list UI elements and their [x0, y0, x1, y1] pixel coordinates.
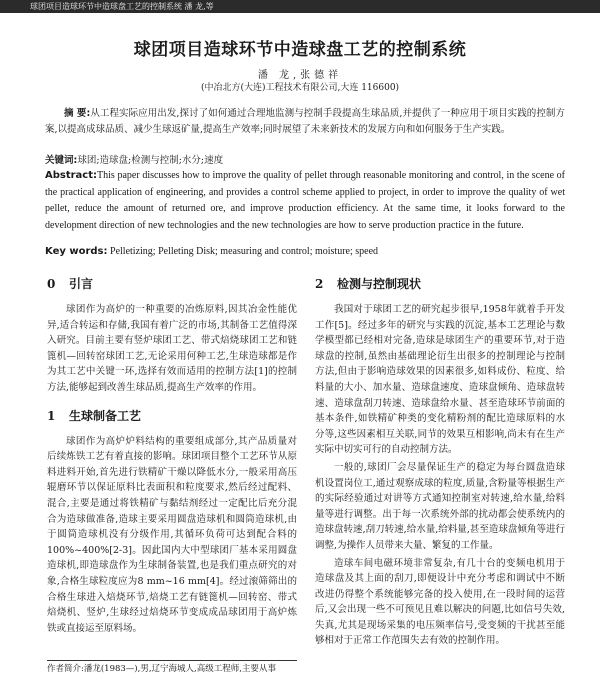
running-header: [0, 0, 600, 13]
section-title: 引言: [69, 277, 94, 291]
section-process-paragraph: 球团作为高炉炉料结构的重要组成部分,其产品质量对后续炼铁工艺有着直接的影响。球团项目整个工艺环节从原料进料开始,首先进行铁精矿干燥以降低水分,一般采用高压辊磨环节以保证原料比表面积和粒度要求,然后经过配料、混合,主要是通过将铁精矿与黏结剂经过一定配比后充分混合为造球做准备,造球主要采用圆盘造球机和圆筒造球机,由于圆筒造球机没有分级作用,其循环负荷可达到配合料的100%~400%[2-3]。因此国内大中型球团厂基本采用圆盘造球机,即造球盘作为生球制备装置,也是我们重点研究的对象,合格生球粒度应为8 mm~16 mm[4]。经过滚筛筛出的合格生球进入焙烧环节,焙烧工艺有链篦机—回转窑、带式焙烧机、竖炉,生球经过焙烧环节变成成品球团用于高炉炼铁或直接运至原料场。: [47, 435, 297, 634]
author-footnote: 作者简介:潘龙(1983—),男,辽宁海城人,高级工程师,主要从事: [47, 660, 297, 675]
section-control-paragraph-2: 一般的,球团厂会尽量保证生产的稳定为每台圆盘造球机设置岗位工,通过观察成球的粒度,质量,含粉量等根据生产的实际经验通过对讲等方式通知控制室对转速,给水量,给料量等进行调整。出于每一次系统外部的扰动都会使系统内的造球盘转速,刮刀转速,给水量,给料量,甚至造球盘倾角等进行调整,为操作人员带来大量、繁复的工作量。: [315, 461, 565, 551]
keywords-en-text: Pelletizing; Pelleting Disk; measuring and control; moisture; speed: [110, 246, 379, 257]
abstract-en-text: This paper discusses how to improve the quality of pellet through reasonable monitoring and control, in the scene of the practical application of engineering, and provides a control scheme applied to project, in order to improve the quality of wet pellet, reduce the amount of returned ore, and improve production efficiency. At the same time, it looks forward to the development direction of new technologies and the new technologies are how to serve production practice in the future.: [45, 170, 565, 231]
section-number: 1: [47, 408, 56, 423]
section-control-paragraph-3: 造球车间电磁环境非常复杂,有几十台的变频电机用于造球盘及其上面的刮刀,即便设计中充分考虑和调试中不断改进仍得整个系统能够完备的投入使用,在一段时间的运营后,又会出现一些不可预见且难以解决的问题,比如信号失效,失真,尤其是现场采集的电压频率信号,受变频的干扰甚至能够相对于正常工作范围失去有效的控制作用。: [315, 557, 565, 647]
section-control-paragraph-1: 我国对于球团工艺的研究起步很早,1958年就着手开发工作[5]。经过多年的研究与实践的沉淀,基本工艺理论与数学模型都已经相对完备,造球是球团生产的重要环节,对于造球盘的控制,虽然由基础理论衍生出很多的控制理论与控制方法,但由于影响造球效果的因素很多,如料成份、粒度、给料量的大小、加水量、造球盘速度、造球盘倾角、造球盘转速、造球盘刮刀转速、造球盘给水量、甚至造球环节前面的基本条件,如铁精矿种类的变化精粉剂的配比造球原料的水分等,这些因素相互关联,同节的效果互相影响,尚未有在生产实际中切实可行的自动控制方法。: [315, 304, 565, 456]
section-title: 生球制备工艺: [69, 408, 142, 423]
running-title: 球团项目造球环节中造球盘工艺的控制系统 潘 龙,等: [30, 2, 214, 11]
left-column: [47, 276, 297, 638]
section-process-heading: [47, 408, 297, 424]
paper-title: 球团项目造球环节中造球盘工艺的控制系统: [133, 40, 467, 60]
section-number: 0: [47, 277, 56, 291]
keywords-cn-label: 关键词:: [45, 155, 78, 166]
authors: 潘 龙,张德祥: [257, 70, 343, 81]
right-column: [315, 276, 565, 651]
abstract-cn: [45, 106, 565, 138]
abstract-cn-text: 从工程实际应用出发,探讨了如何通过合理地监测与控制手段提高生球品质,并提供了一种应用于项目实践的控制方案,以提高成球品质、减少生球返矿量,提高生产效率;同时展望了未来新技术的发展方向和如何服务于生产实践。: [45, 108, 565, 135]
abstract-en: [45, 168, 565, 234]
keywords-cn-text: 球团;造球盘;检测与控制;水分;速度: [77, 155, 224, 166]
section-title: 检测与控制现状: [337, 277, 422, 291]
keywords-en: [45, 244, 565, 260]
abstract-en-label: Abstract:: [45, 170, 98, 181]
section-control-heading: [315, 276, 565, 292]
section-intro-heading: [47, 276, 297, 292]
abstract-cn-label: 摘 要:: [64, 108, 91, 119]
keywords-cn: [45, 153, 565, 169]
keywords-en-label: Key words:: [45, 246, 108, 257]
section-number: 2: [315, 277, 324, 291]
affiliation: (中冶北方(大连)工程技术有限公司,大连 116600): [200, 83, 400, 93]
section-intro-paragraph: 球团作为高炉的一种重要的冶炼原料,因其冶金性能优异,适合转运和存储,我国有着广泛的市场,其制备工艺值得深入研究。目前主要有竖炉球团工艺、带式焙烧球团工艺和链篦机—回转窑球团工艺,无论采用何种工艺,生球造球都是作为其工艺中关键一环,选择有效而适用的控制方法[1]的控制方法,能够起到改善生球品质,提高生产效率的作用。: [47, 304, 297, 393]
